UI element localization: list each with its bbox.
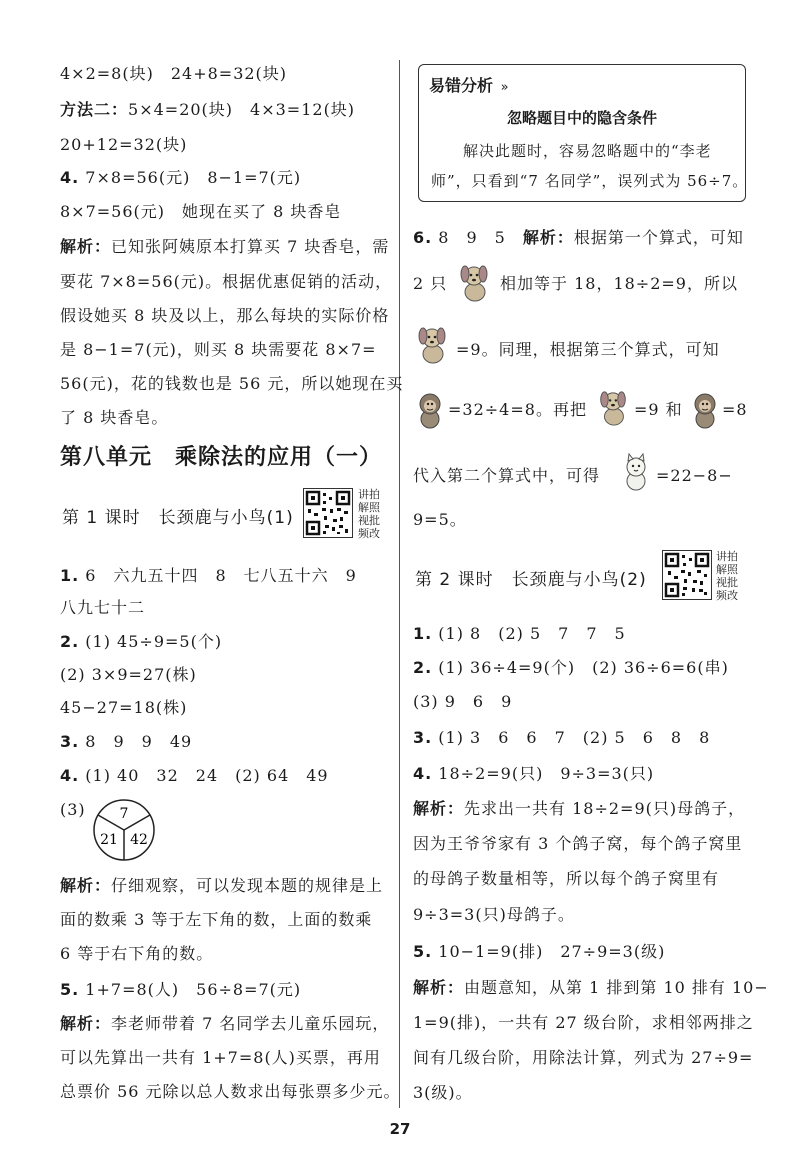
label-prefix: 5. <box>413 942 433 961</box>
tip-line: 解决此题时，容易忽略题中的“李老 <box>463 142 712 160</box>
label-prefix: 解析： <box>522 228 574 247</box>
text-line: 解析：已知张阿姨原本打算买 7 块香皂，需 <box>60 237 390 256</box>
text-line: 5. 1+7=8(人) 56÷8=7(元) <box>60 980 302 999</box>
text-line: 解析：由题意知，从第 1 排到第 10 排有 10− <box>413 978 769 997</box>
text-line: 可以先算出一共有 1+7=8(人)买票，再用 <box>60 1048 381 1067</box>
label-prefix: 4. <box>60 766 80 785</box>
text-line: 6 等于右下角的数。 <box>60 944 214 963</box>
label-prefix: 1. <box>413 624 433 643</box>
tip-subtitle: 忽略题目中的隐含条件 <box>506 109 657 127</box>
text-line: 4. (1) 40 32 24 (2) 64 49 <box>60 766 329 785</box>
label-prefix <box>413 799 464 818</box>
text-line: 45−27=18(株) <box>60 698 188 717</box>
text-line: 20+12=32(块) <box>60 135 188 154</box>
label-prefix: 4. <box>60 168 80 187</box>
puppy-icon <box>413 324 451 366</box>
text-line: (3) 9 6 9 <box>413 692 513 711</box>
text-line: 1. 6 六九五十四 8 七八五十六 9 <box>60 566 357 585</box>
unit-title: 第八单元 乘除法的应用（一） <box>60 445 383 470</box>
label-prefix: 2. <box>60 632 80 651</box>
label-prefix: 解析： <box>413 978 465 997</box>
text-line: 面的数乘 3 等于左下角的数，上面的数乘 <box>60 910 373 929</box>
text-line: 3. (1) 3 6 6 7 (2) 5 6 8 8 <box>413 728 711 747</box>
text-line: 2 只 <box>413 274 448 293</box>
text-line: 八九七十二 <box>60 598 146 617</box>
label-prefix <box>60 876 111 895</box>
monkey-icon <box>688 390 722 430</box>
text-line: 3. 8 9 9 49 <box>60 732 193 751</box>
text-line: 方法二：5×4=20(块) 4×3=12(块) <box>60 100 356 119</box>
page-number: 27 <box>389 1120 411 1138</box>
double-arrow-icon: » <box>500 80 509 95</box>
label-prefix: 5. <box>60 980 80 999</box>
text-line: 代入第二个算式中，可得 <box>413 466 601 485</box>
qr-label: 讲拍解照视批频改 <box>716 550 738 602</box>
text-line: 的母鸽子数量相等，所以每个鸽子窝里有 <box>413 869 720 888</box>
text-line: 相加等于 18，18÷2=9，所以 <box>500 274 738 293</box>
label-prefix <box>60 1014 111 1033</box>
text-line: 因为王爷爷家有 3 个鸽子窝，每个鸽子窝里 <box>413 834 743 853</box>
text-line: 1. (1) 8 (2) 5 7 7 5 <box>413 624 626 643</box>
text-line: 解析：李老师带着 7 名同学去儿童乐园玩， <box>60 1014 390 1033</box>
text-line: 4. 18÷2=9(只) 9÷3=3(只) <box>413 764 655 783</box>
number-wheel <box>92 798 156 862</box>
puppy-icon <box>455 262 493 304</box>
label-prefix: 2. <box>413 658 433 677</box>
tip-title-text: 易错分析 <box>429 76 494 95</box>
text-line: =9 和 <box>634 400 683 419</box>
label-prefix: 4. <box>413 764 433 783</box>
text-line: 56(元)，花的钱数也是 56 元，所以她现在买 <box>60 374 404 393</box>
text-line: =8 <box>722 400 748 419</box>
text-line: 9=5。 <box>413 510 467 529</box>
text-line: 要花 7×8=56(元)。根据优惠促销的活动， <box>60 272 393 291</box>
error-analysis-box <box>418 64 749 202</box>
text-line: 1=9(排)，一共有 27 级台阶，求相邻两排之 <box>413 1013 754 1032</box>
text-line: 是 8−1=7(元)，则买 8 块需要花 8×7= <box>60 340 377 359</box>
puppy-icon <box>595 388 631 428</box>
text-line: 6. 8 9 5 解析：根据第一个算式，可知 <box>413 228 744 247</box>
monkey-icon <box>413 390 447 430</box>
text-line: 2. (1) 36÷4=9(个) (2) 36÷6=6(串) <box>413 658 729 677</box>
qr-code-icon[interactable] <box>662 550 712 600</box>
text-line: (3) <box>60 800 86 819</box>
text-line: 了 8 块香皂。 <box>60 408 169 427</box>
text-line: 8×7=56(元) 她现在买了 8 块香皂 <box>60 202 342 221</box>
qr-label: 讲拍解照视批频改 <box>358 488 380 540</box>
text-line: 解析：仔细观察，可以发现本题的规律是上 <box>60 876 384 895</box>
label-prefix: 解析： <box>60 237 112 256</box>
text-line: =22−8− <box>656 466 733 485</box>
wheel-right-value: 42 <box>130 832 148 848</box>
lesson2-title: 第 2 课时 长颈鹿与小鸟(2) <box>415 570 647 590</box>
text-line: 总票价 56 元除以总人数求出每张票多少元。 <box>60 1082 401 1101</box>
label-prefix: 6. <box>413 228 433 247</box>
lesson1-title: 第 1 课时 长颈鹿与小鸟(1) <box>62 508 294 528</box>
text-line: 9÷3=3(只)母鸽子。 <box>413 905 575 924</box>
label-prefix: 解析： <box>413 799 465 818</box>
label-prefix: 3. <box>60 732 80 751</box>
label-prefix <box>60 237 111 256</box>
column-divider <box>399 60 400 1108</box>
text-line: 3(级)。 <box>413 1083 473 1102</box>
text-line: 4. 7×8=56(元) 8−1=7(元) <box>60 168 302 187</box>
label-prefix <box>413 978 464 997</box>
label-prefix: 解析： <box>60 876 112 895</box>
tip-title <box>429 73 509 96</box>
text-line: 假设她买 8 块及以上，那么每块的实际价格 <box>60 306 390 325</box>
text-line: =9。同理，根据第三个算式，可知 <box>456 340 720 359</box>
qr-code-icon[interactable] <box>303 488 353 538</box>
label-prefix: 解析： <box>60 1014 112 1033</box>
text-line: 2. (1) 45÷9=5(个) <box>60 632 223 651</box>
wheel-left-value: 21 <box>100 832 118 848</box>
text-line: =32÷4=8。再把 <box>448 400 587 419</box>
label-prefix: 1. <box>60 566 80 585</box>
kitten-icon <box>618 452 654 492</box>
wheel-top-value: 7 <box>119 806 129 822</box>
tip-line: 师”，只看到“7 名同学”，误列式为 56÷7。 <box>431 172 749 190</box>
text-line: 5. 10−1=9(排) 27÷9=3(级) <box>413 942 666 961</box>
text-line: 解析：先求出一共有 18÷2=9(只)母鸽子， <box>413 799 746 818</box>
label-prefix: 方法二： <box>60 100 129 119</box>
text-line: (2) 3×9=27(株) <box>60 665 197 684</box>
text-line: 间有几级台阶，用除法计算，列式为 27÷9= <box>413 1048 754 1067</box>
text-line: 4×2=8(块) 24+8=32(块) <box>60 64 288 83</box>
label-prefix: 3. <box>413 728 433 747</box>
